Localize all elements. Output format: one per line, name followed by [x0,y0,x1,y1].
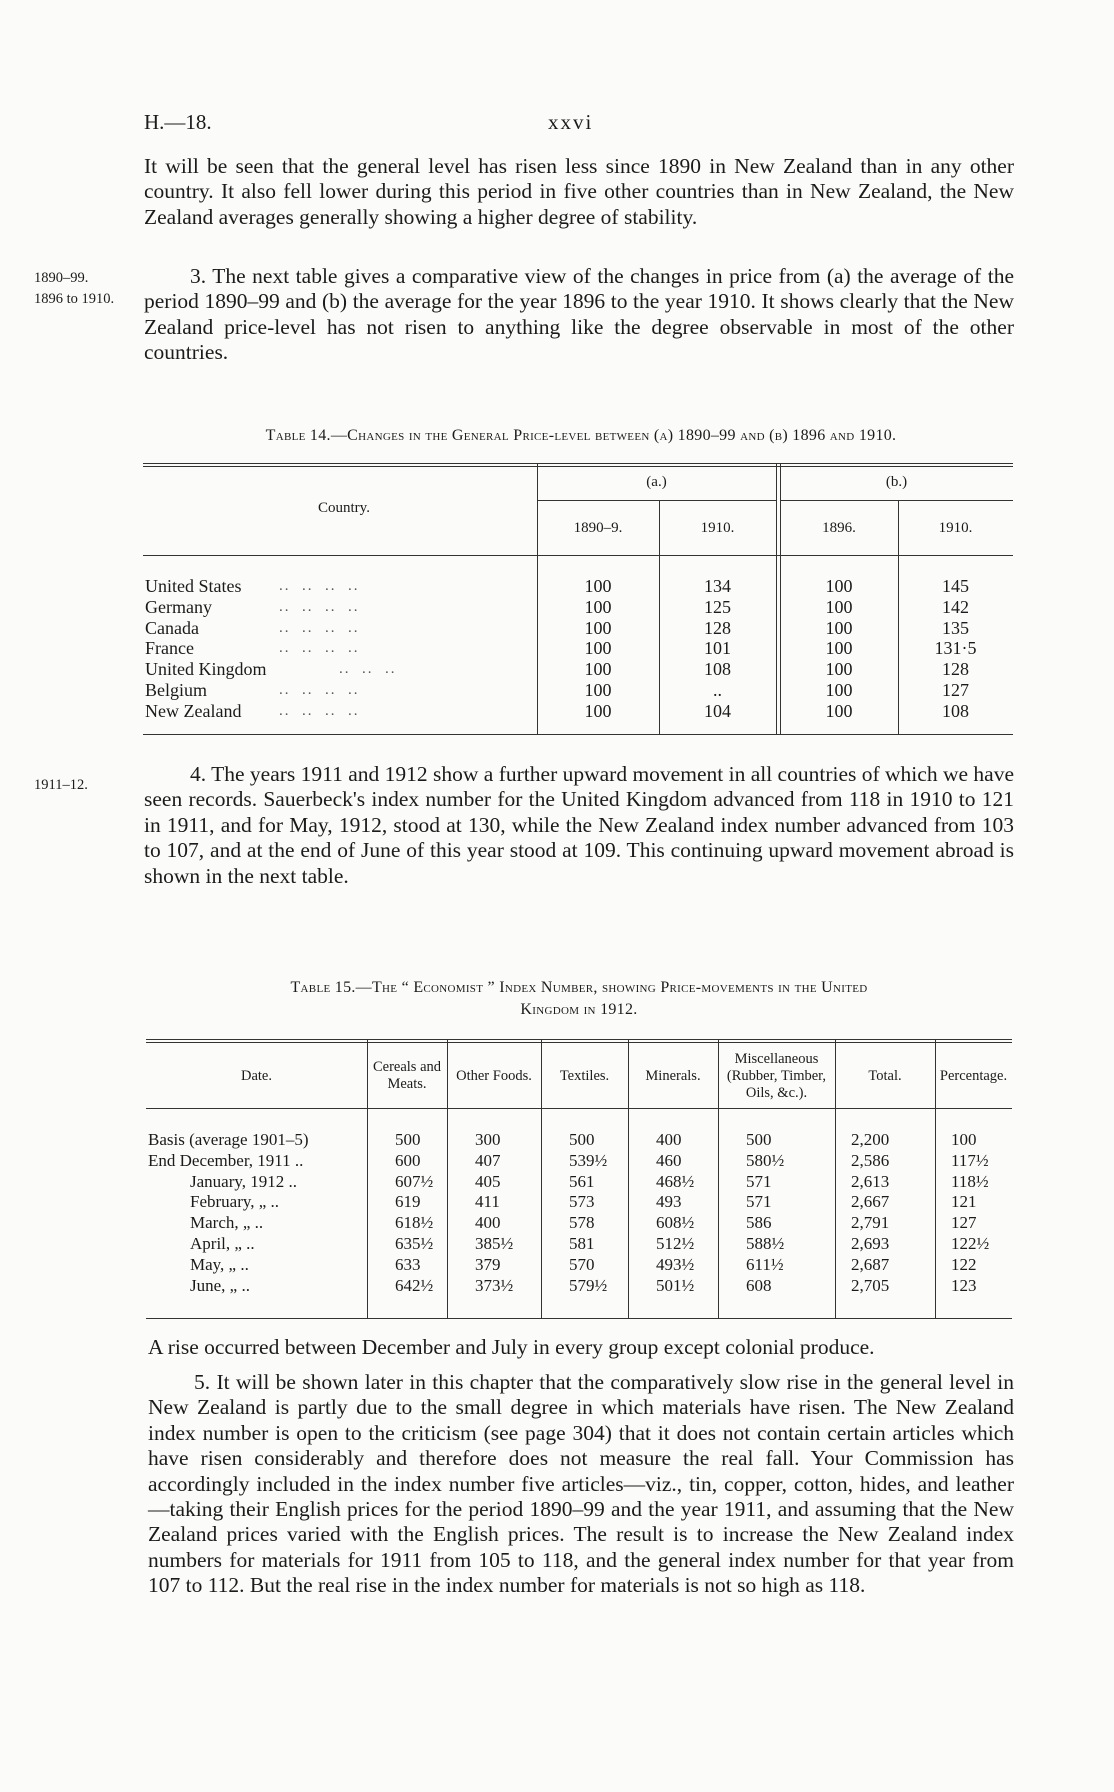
table15-header: Percentage. [939,1067,1008,1084]
table14-country: France [145,638,194,659]
table14-leader-dots: .. .. .. .. [279,681,360,698]
table14-group-a: (a.) [646,474,667,490]
table14-cell-a2: 134 [704,576,731,596]
table15-cell-pct: 127 [951,1213,977,1233]
table15-cell-misc: 588½ [746,1234,785,1253]
table14-country: Belgium [145,679,207,700]
table15-cell-textiles: 581 [569,1234,595,1253]
table14-country-header: Country. [318,500,370,516]
table15-cell-total: 2,705 [851,1275,890,1295]
table15-cell-minerals: 468½ [656,1171,695,1191]
table14-body [143,576,1013,722]
table15-header: Miscellaneous (Rubber, Timber, Oils, &c.). [726,1050,827,1101]
table15-cell-total: 2,791 [851,1213,890,1233]
table15-cell-other: 385½ [475,1234,514,1253]
table14-cell-b1: 100 [825,576,853,596]
table14-country: New Zealand [145,700,242,721]
table15-cell-other: 300 [475,1130,501,1149]
table15-cell-date: End December, 1911 .. [148,1150,304,1170]
table15-cell-total: 2,586 [851,1150,890,1170]
table15-cell-cereals: 642½ [395,1275,434,1295]
table15-cell-textiles: 570 [569,1254,595,1274]
table14-row [143,701,1013,722]
table15-cell-cereals: 607½ [395,1171,434,1191]
table14-cell-b2: 135 [942,617,969,638]
page-ref: H.—18. [144,110,212,134]
table15-cell-pct: 118½ [951,1171,989,1191]
table14-cell-a1: 100 [584,659,612,680]
table14-cell-a2: 108 [704,659,731,680]
table15-cell-other: 373½ [475,1275,514,1295]
table15-cell-cereals: 600 [395,1150,421,1170]
table15-cell-misc: 500 [746,1130,772,1149]
table15-cell-textiles: 578 [569,1213,595,1233]
table14-country: Canada [145,617,199,638]
table14-cell-b1: 100 [825,659,853,680]
table15-cell-total: 2,667 [851,1192,890,1212]
table14-col-a-1910: 1910. [700,520,735,536]
table14-row [143,618,1013,639]
table14-cell-b1: 100 [825,700,853,721]
table14-cell-b2: 145 [942,576,969,596]
table14-country: United States [145,576,242,596]
table15-cell-misc: 580½ [746,1150,785,1170]
table15-cell-misc: 608 [746,1275,772,1295]
table14-cell-a1: 100 [584,596,612,617]
margin-note-1896-1910: 1896 to 1910. [34,291,115,307]
table14-cell-b2: 128 [942,659,969,680]
table14-cell-a2: .. [713,679,722,700]
table15-cell-other: 379 [475,1254,501,1274]
table14-cell-b2: 142 [942,596,969,617]
table15-cell-minerals: 501½ [656,1275,695,1295]
table14-cell-b2: 127 [942,679,969,700]
table14-col-1890-9: 1890–9. [573,520,623,536]
table15-cell-total: 2,613 [851,1171,890,1191]
table14-leader-dots: .. .. .. .. [279,702,360,719]
table15-cell-pct: 117½ [951,1150,989,1170]
table15-cell-minerals: 400 [656,1130,682,1149]
table14-top-rule [143,463,1013,464]
margin-note-1890-99: 1890–99. [34,270,89,286]
table14-caption: Table 14.—Changes in the General Price-level between (a) 1890–99 and (b) 1896 and 1910. [265,427,897,444]
table15-header: Date. [241,1067,272,1084]
table15-caption-line2: Kingdom in 1912. [520,1001,638,1018]
table15-cell-cereals: 633 [395,1254,421,1274]
table14-cell-a2: 104 [704,700,731,721]
table15-cell-pct: 100 [951,1130,977,1149]
paragraph-3: 3. The next table gives a comparative view of the changes in price from (a) the average of the period 1890–99 and (b) the average for the year 1896 to the year 1910. It shows clearly that the New Zealand price-level has not risen to anything like the degree observable in most of the other countries. [144,264,1014,365]
table15-cell-total: 2,200 [851,1130,890,1149]
table15-cell-date: Basis (average 1901–5) [148,1130,309,1149]
table14-leader-dots: .. .. .. .. [279,598,360,615]
table14-cell-a2: 101 [704,638,731,659]
table15-cell-misc: 586 [746,1213,772,1233]
table14-cell-a2: 128 [704,617,731,638]
table15-cell-pct: 123 [951,1275,977,1295]
margin-note-1911-12: 1911–12. [34,777,88,793]
table15-cell-total: 2,687 [851,1254,890,1274]
paragraph-5: 5. It will be shown later in this chapter that the comparatively slow rise in the general level in New Zealand is partly due to the small degree in which materials have risen. The New Zealand index number is open to the criticism (see page 304) that it does not contain certain articles which have risen considerably and therefore does not measure the real fall. Your Commission has accordingly included in the index number five articles—viz., tin, copper, cotton, hides, and leather—taking their English prices for the period 1890–99 and the year 1911, and assuming that the New Zealand prices varied with the English prices. The result is to increase the New Zealand index numbers for materials for 1911 from 105 to 118, and the general index number for that year from 107 to 112. But the real rise in the index number for materials is not so high as 118. [148,1370,1014,1598]
table15-cell-other: 400 [475,1213,501,1233]
table14-cell-b1: 100 [825,679,853,700]
paragraph-rise: A rise occurred between December and July in every group except colonial produce. [148,1335,875,1359]
table15-cell-cereals: 500 [395,1130,421,1149]
table14-cell-b2: 108 [942,700,969,721]
table14-row [143,638,1013,659]
table15-cell-misc: 611½ [746,1254,784,1274]
table15-caption-line1: Table 15.—The “ Economist ” Index Number, showing Price-movements in the United [290,979,868,996]
table15-cell-misc: 571 [746,1171,772,1191]
table15-cell-other: 411 [475,1192,500,1212]
paragraph-4: 4. The years 1911 and 1912 show a further upward movement in all countries of which we have seen records. Sauerbeck's index number for the United Kingdom advanced from 118 in 1910 to 121 in 1911, and for May, 1912, stood at 130, while the New Zealand index number advanced from 103 to 107, and at the end of June of this year stood at 109. This continuing upward movement abroad is shown in the next table. [144,762,1014,888]
table14-cell-b1: 100 [825,638,853,659]
table15-cell-date: March, „ .. [190,1213,264,1233]
table15-cell-minerals: 512½ [656,1234,695,1253]
table14-cell-b1: 100 [825,596,853,617]
table14-country: United Kingdom [145,659,267,680]
table15-cell-other: 405 [475,1171,501,1191]
table15-cell-minerals: 608½ [656,1213,695,1233]
table15-cell-date: February, „ .. [190,1192,280,1212]
table15-cell-minerals: 493 [656,1192,682,1212]
table15-cell-cereals: 618½ [395,1213,434,1233]
table15-header: Minerals. [645,1067,701,1084]
table15-cell-pct: 122½ [951,1234,990,1253]
table14-cell-a1: 100 [584,617,612,638]
table15-cell-textiles: 573 [569,1192,595,1212]
paragraph-1: It will be seen that the general level has risen less since 1890 in New Zealand than in any other country. It also fell lower during this period in five other countries than in New Zealand, the New Zealand averages generally showing a higher degree of stability. [144,154,1014,229]
table14-col-b-1910: 1910. [938,520,973,536]
table14-cell-a1: 100 [584,700,612,721]
table15-cell-total: 2,693 [851,1234,890,1253]
table15-header: Cereals and Meats. [372,1059,442,1092]
table14-leader-dots: .. .. .. .. [279,619,360,636]
table15-cell-cereals: 635½ [395,1234,434,1253]
table14-cell-a2: 125 [704,596,731,617]
table15-cell-date: June, „ .. [190,1275,250,1295]
table15-cell-pct: 122 [951,1254,977,1274]
table15-cell-misc: 571 [746,1192,772,1212]
table14-cell-a1: 100 [584,638,612,659]
table14-group-b: (b.) [885,474,908,490]
table15-cell-textiles: 539½ [569,1150,608,1170]
table14-col-1896: 1896. [822,520,856,536]
table14-cell-a1: 100 [584,576,612,596]
table15-cell-date: May, „ .. [190,1254,249,1274]
table15-cell-textiles: 561 [569,1171,595,1191]
page-number: xxvi [548,110,594,134]
table14-leader-dots: .. .. .. [339,661,397,678]
table14-leader-dots: .. .. .. .. [279,640,360,657]
table15-cell-textiles: 500 [569,1130,595,1149]
table15-cell-textiles: 579½ [569,1275,608,1295]
table14-cell-a1: 100 [584,679,612,700]
table15-header: Total. [868,1067,902,1084]
table14-row [143,576,1013,597]
table15-cell-date: January, 1912 .. [190,1171,298,1191]
table15-header: Textiles. [559,1067,610,1084]
table15-cell-date: April, „ .. [190,1234,255,1253]
table14-row [143,659,1013,680]
table15-cell-other: 407 [475,1150,501,1170]
table15-cell-minerals: 493½ [656,1254,695,1274]
table14-cell-b1: 100 [825,617,853,638]
table15-cell-cereals: 619 [395,1192,421,1212]
table15-cell-pct: 121 [951,1192,977,1212]
table14-row [143,597,1013,618]
table14-row [143,680,1013,701]
table15-header: Other Foods. [456,1067,532,1084]
table14-country: Germany [145,596,212,617]
table15-cell-minerals: 460 [656,1150,682,1170]
table14-leader-dots: .. .. .. .. [279,578,360,594]
table14-cell-b2: 131·5 [934,638,977,659]
